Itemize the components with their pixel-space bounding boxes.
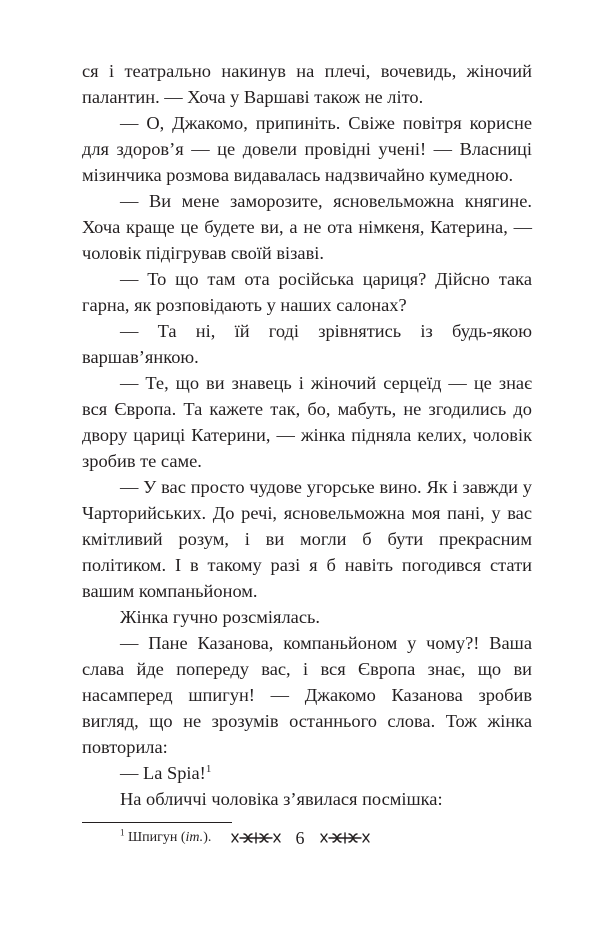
paragraph-9: — Пане Казанова, компаньйоном у чому?! Ваша слава йде попереду вас, і вся Європа знає, що ви насамперед шпигун! — Джакомо Казанова зробив вигляд, що не зрозумів останнього слова. Тож жінка повторила:: [82, 633, 532, 757]
footnote-reference: 1: [205, 762, 212, 775]
page-footer: [0, 826, 600, 850]
paragraph-11: На обличчі чоловіка з’явилася посмішка:: [120, 789, 443, 809]
footnote-marker: 1: [120, 827, 125, 838]
footnote-tail: ).: [203, 830, 212, 845]
paragraph-10: [82, 760, 532, 786]
la-spia-text: — La Spia!: [120, 763, 206, 783]
paragraph-8: Жінка гучно розсміялась.: [120, 607, 320, 627]
book-page-body: [82, 58, 532, 847]
paragraph-4: — То що там ота російська цариця? Дійсно така гарна, як розповідають у наших салонах?: [82, 269, 532, 315]
right-ornament-icon: [319, 831, 371, 845]
paragraph-5: — Та ні, їй годі зрівнятись із будь-якою варшав’янкою.: [82, 321, 532, 367]
paragraph-2: — О, Джакомо, припиніть. Свіже повітря корисне для здоров’я — це довели провідні учені! — Власниці мізинчика розмова видавалась надзвичайно кумедною.: [82, 113, 532, 185]
paragraph-3: — Ви мене заморозите, ясновельможна княгине. Хоча краще це будете ви, а не ота німкеня, Катерина, — чоловік підігрував своїй візаві.: [82, 191, 532, 263]
paragraph-1: ся і театрально накинув на плечі, вочевидь, жіночий палантин. — Хоча у Варшаві також не літо.: [82, 61, 532, 107]
footnote-italic: іт.: [185, 830, 204, 845]
left-ornament-icon: [230, 831, 282, 845]
page-number: 6: [295, 828, 305, 848]
paragraph-6: — Те, що ви знавець і жіночий серцеїд — це знає вся Європа. Та кажете так, бо, мабуть, не згодились до двору цариці Катерини, — жінка підняла келих, чоловік зробив те саме.: [82, 373, 532, 471]
paragraph-7: — У вас просто чудове угорське вино. Як і завжди у Чарторийських. До речі, ясновельможна моя пані, у вас кмітливий розум, і ви могли б бути прекрасним політиком. І в такому разі я б навіть погодився стати вашим компаньйоном.: [82, 477, 532, 601]
footnote-separator: [82, 822, 232, 823]
footnote-text: Шпигун (: [128, 830, 186, 845]
